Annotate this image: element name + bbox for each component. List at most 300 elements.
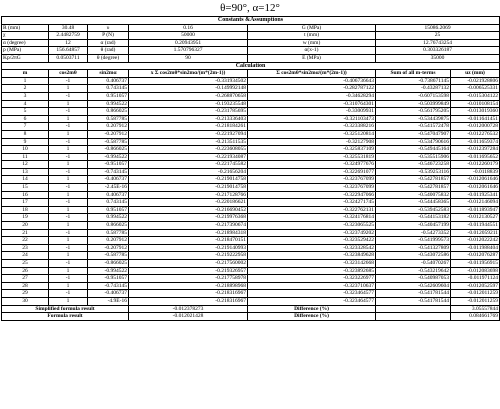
calculation-cell[interactable]: -0.323464577 bbox=[248, 290, 376, 298]
calculation-cell[interactable]: -0.011893947 bbox=[451, 206, 500, 214]
calculation-cell[interactable]: -0.542781857 bbox=[376, 184, 451, 192]
calculation-cell[interactable]: -0.221934087 bbox=[129, 153, 248, 161]
calculation-cell[interactable]: 23 bbox=[2, 244, 49, 252]
calculation-cell[interactable]: -0.546723258 bbox=[376, 161, 451, 169]
calculation-cell[interactable]: -0.322947066 bbox=[248, 191, 376, 199]
calculation-row bbox=[2, 123, 500, 131]
calculation-cell[interactable]: -0.543219642 bbox=[376, 267, 451, 275]
calculation-cell[interactable]: -0.951057 bbox=[88, 275, 129, 283]
constants-row bbox=[2, 54, 500, 62]
calculation-row bbox=[2, 115, 500, 123]
calculation-cell[interactable]: -0.213336403 bbox=[129, 115, 248, 123]
column-header[interactable]: x Σ cos2mθ*sin2mα/(m*(2m-1)) bbox=[129, 70, 248, 78]
calculation-row bbox=[2, 237, 500, 245]
calculation-cell[interactable]: -4.9E-16 bbox=[88, 297, 129, 305]
constants-row bbox=[2, 24, 500, 32]
calculation-cell[interactable]: -0.221927094 bbox=[129, 130, 248, 138]
calculation-cell[interactable]: 0.406737 bbox=[88, 191, 129, 199]
calculation-cell[interactable]: -0.323388216 bbox=[248, 123, 376, 131]
difference-label[interactable]: Difference (%) bbox=[248, 305, 376, 313]
calculation-cell[interactable]: -0.541999573 bbox=[376, 237, 451, 245]
calculation-cell[interactable]: 0.587785 bbox=[88, 115, 129, 123]
calculation-cell[interactable]: -0.012276532 bbox=[451, 130, 500, 138]
calculation-row bbox=[2, 282, 500, 290]
calculation-cell[interactable]: -0.406737 bbox=[88, 176, 129, 184]
calculation-cell[interactable]: 30 bbox=[2, 297, 49, 305]
calculation-cell[interactable]: -0.324176814 bbox=[248, 214, 376, 222]
calculation-row bbox=[2, 168, 500, 176]
calculation-cell[interactable]: -0.011925341 bbox=[451, 191, 500, 199]
column-header[interactable]: Σ cos2mθ*sin2mα/(m*(2m-1)) bbox=[248, 70, 376, 78]
calculation-cell[interactable]: -0.219014758 bbox=[129, 176, 248, 184]
calculation-cell[interactable]: 0.207912 bbox=[88, 237, 129, 245]
calculation-cell[interactable]: -1 bbox=[49, 77, 88, 85]
calculation-cell[interactable]: -0.544153182 bbox=[376, 214, 451, 222]
calculation-cell[interactable]: -0.219976368 bbox=[129, 214, 248, 222]
constants-row bbox=[2, 47, 500, 55]
calculation-cell[interactable]: -0.217758978 bbox=[129, 275, 248, 283]
calculation-cell[interactable]: -0.207912 bbox=[88, 130, 129, 138]
calculation-cell[interactable]: 0.743145 bbox=[88, 199, 129, 207]
constant-label[interactable]: p (MPa) bbox=[2, 47, 49, 55]
calculation-cell[interactable]: 7 bbox=[2, 123, 49, 131]
calculation-row bbox=[2, 290, 500, 298]
calculation-cell[interactable]: -0.321103473 bbox=[248, 115, 376, 123]
calculation-cell[interactable]: 0.951057 bbox=[88, 206, 129, 214]
calculation-cell[interactable]: -0.534790616 bbox=[376, 138, 451, 146]
calculation-cell[interactable]: 27 bbox=[2, 275, 49, 283]
calculation-cell[interactable]: -0.218184261 bbox=[129, 123, 248, 131]
calculation-row bbox=[2, 130, 500, 138]
calculation-row bbox=[2, 184, 500, 192]
calculation-row bbox=[2, 161, 500, 169]
calculation-row bbox=[2, 252, 500, 260]
calculation-cell[interactable]: -0.866025 bbox=[88, 260, 129, 268]
constant-value[interactable]: 1.570796327 bbox=[129, 47, 248, 55]
calculation-cell[interactable]: -0.503999849 bbox=[376, 100, 451, 108]
constants-row bbox=[2, 39, 500, 47]
calculation-cell[interactable]: 0.207912 bbox=[88, 123, 129, 131]
calculation-cell[interactable]: -0.323749202 bbox=[248, 229, 376, 237]
calculation-cell[interactable]: -0.325531819 bbox=[248, 153, 376, 161]
calculation-cell[interactable]: -1 bbox=[49, 260, 88, 268]
calculation-cell[interactable]: -0.207912 bbox=[88, 244, 129, 252]
calculation-row bbox=[2, 275, 500, 283]
constant-value[interactable]: 15086.2069 bbox=[376, 24, 500, 32]
calculation-cell[interactable]: -1 bbox=[49, 229, 88, 237]
calculation-cell[interactable]: 22 bbox=[2, 237, 49, 245]
calculation-cell[interactable]: -0.951057 bbox=[88, 161, 129, 169]
calculation-row bbox=[2, 297, 500, 305]
calculation-cell[interactable]: 6 bbox=[2, 115, 49, 123]
calculation-cell[interactable]: -0.866025 bbox=[88, 146, 129, 154]
calculation-row bbox=[2, 77, 500, 85]
constant-label[interactable]: t (mm) bbox=[248, 32, 376, 40]
calculation-cell[interactable]: 17 bbox=[2, 199, 49, 207]
calculation-cell[interactable]: -0.33009931 bbox=[248, 108, 376, 116]
difference-label[interactable]: Difference (%) bbox=[248, 313, 376, 321]
calculation-cell[interactable]: -0.21656204 bbox=[129, 168, 248, 176]
constant-label[interactable]: α (rad) bbox=[88, 39, 129, 47]
calculation-cell[interactable]: -0.011641451 bbox=[451, 115, 500, 123]
calculation-cell[interactable]: -0.323892685 bbox=[248, 267, 376, 275]
result-row bbox=[2, 313, 500, 321]
calculation-cell[interactable]: 0.994522 bbox=[88, 214, 129, 222]
calculation-row bbox=[2, 229, 500, 237]
empty-cell[interactable] bbox=[376, 305, 451, 313]
calculation-cell[interactable]: 1 bbox=[49, 115, 88, 123]
calculation-heading[interactable]: Calculation bbox=[2, 62, 500, 70]
calculation-cell[interactable]: -0.738671145 bbox=[376, 77, 451, 85]
calculation-cell[interactable]: -0.994522 bbox=[88, 153, 129, 161]
calculation-cell[interactable]: -1 bbox=[49, 168, 88, 176]
constants-heading[interactable]: Constants &Assumptions bbox=[2, 17, 500, 25]
calculation-cell[interactable]: -0.011944551 bbox=[451, 222, 500, 230]
constant-label[interactable]: θ (degree) bbox=[88, 54, 129, 62]
constant-label[interactable]: θ (rad) bbox=[88, 47, 129, 55]
constant-value[interactable]: 0.16 bbox=[129, 24, 248, 32]
calculation-cell[interactable]: -1 bbox=[49, 199, 88, 207]
constant-value[interactable]: 90 bbox=[129, 54, 248, 62]
calculation-cell[interactable]: -1 bbox=[49, 153, 88, 161]
calculation-cell[interactable]: -0.011971124 bbox=[451, 275, 500, 283]
calculation-cell[interactable]: 1 bbox=[49, 85, 88, 93]
calculation-cell[interactable]: 16 bbox=[2, 191, 49, 199]
calculation-cell[interactable]: -1 bbox=[49, 290, 88, 298]
calculation-row bbox=[2, 260, 500, 268]
constant-label[interactable]: E (MPa) bbox=[248, 54, 376, 62]
calculation-cell[interactable]: -0.323767099 bbox=[248, 176, 376, 184]
calculation-cell[interactable]: -0.012146094 bbox=[451, 199, 500, 207]
constant-value[interactable]: 12.76743254 bbox=[376, 39, 500, 47]
calculation-cell[interactable]: -0.218316967 bbox=[129, 290, 248, 298]
calculation-row bbox=[2, 92, 500, 100]
calculation-cell[interactable]: -0.220186621 bbox=[129, 199, 248, 207]
calculation-cell[interactable]: -0.216690452 bbox=[129, 206, 248, 214]
calculation-cell[interactable]: -0.0118839 bbox=[451, 168, 500, 176]
calculation-cell[interactable]: -0.43287132 bbox=[376, 85, 451, 93]
calculation-cell[interactable]: -0.011659374 bbox=[451, 138, 500, 146]
calculation-cell[interactable]: -1 bbox=[49, 123, 88, 131]
calculation-cell[interactable]: -0.219222958 bbox=[129, 252, 248, 260]
calculation-cell[interactable]: -0.219140993 bbox=[129, 244, 248, 252]
calculation-row bbox=[2, 176, 500, 184]
calculation-cell[interactable]: 1 bbox=[49, 130, 88, 138]
calculation-cell[interactable]: -0.231785695 bbox=[129, 108, 248, 116]
calculation-cell[interactable]: -0.540075832 bbox=[376, 191, 451, 199]
calculation-cell[interactable]: -0.406736643 bbox=[248, 77, 376, 85]
calculation-cell[interactable]: -0.539253116 bbox=[376, 168, 451, 176]
calculation-cell[interactable]: -0.743145 bbox=[88, 168, 129, 176]
calculation-header-row bbox=[2, 70, 500, 78]
calculation-cell[interactable]: -0.540457199 bbox=[376, 222, 451, 230]
calculation-cell[interactable]: -0.012011259 bbox=[451, 290, 500, 298]
calculation-cell[interactable]: -0.34628294 bbox=[248, 92, 376, 100]
calculation-cell[interactable]: 1 bbox=[49, 282, 88, 290]
constant-value[interactable]: 0.303326187 bbox=[376, 47, 500, 55]
calculation-cell[interactable]: 1 bbox=[49, 100, 88, 108]
calculation-cell[interactable]: 10 bbox=[2, 146, 49, 154]
calculation-cell[interactable]: -0.012059211 bbox=[451, 229, 500, 237]
calculation-cell[interactable]: -0.021928806 bbox=[451, 77, 500, 85]
calculation-cell[interactable]: -0.549445164 bbox=[376, 146, 451, 154]
calculation-cell[interactable]: -0.217128766 bbox=[129, 191, 248, 199]
result-label[interactable]: Formula result bbox=[2, 313, 129, 321]
constant-value[interactable]: 30.48 bbox=[49, 24, 88, 32]
calculation-cell[interactable]: -0.541781544 bbox=[376, 297, 451, 305]
calculation-cell[interactable]: -0.282787122 bbox=[248, 85, 376, 93]
constant-value[interactable]: 2.4482759 bbox=[49, 32, 88, 40]
calculation-cell[interactable]: -0.012076287 bbox=[451, 252, 500, 260]
calculation-cell[interactable]: -0.268870658 bbox=[129, 92, 248, 100]
constant-label[interactable]: α(x-1) bbox=[248, 47, 376, 55]
calculation-cell[interactable]: 3 bbox=[2, 92, 49, 100]
calculation-cell[interactable]: -0.543072586 bbox=[376, 252, 451, 260]
column-header[interactable]: Sum of all m-terms bbox=[376, 70, 451, 78]
calculation-cell[interactable]: -0.54070267 bbox=[376, 260, 451, 268]
calculation-cell[interactable]: -0.218898968 bbox=[129, 282, 248, 290]
calculation-cell[interactable]: -0.541327809 bbox=[376, 244, 451, 252]
calculation-cell[interactable]: 26 bbox=[2, 267, 49, 275]
calculation-cell[interactable]: -0.011695652 bbox=[451, 153, 500, 161]
calculation-cell[interactable]: -1 bbox=[49, 138, 88, 146]
calculation-cell[interactable]: -0.219014758 bbox=[129, 184, 248, 192]
calculation-cell[interactable]: 0.587785 bbox=[88, 229, 129, 237]
calculation-cell[interactable]: -0.193235548 bbox=[129, 100, 248, 108]
calculation-cell[interactable]: 0.994522 bbox=[88, 100, 129, 108]
calculation-cell[interactable]: 13 bbox=[2, 168, 49, 176]
calculation-cell[interactable]: -0.535515906 bbox=[376, 153, 451, 161]
calculation-cell[interactable]: 0.866025 bbox=[88, 108, 129, 116]
calculation-cell[interactable]: -0.013019360 bbox=[451, 108, 500, 116]
column-header[interactable]: cos2mθ bbox=[49, 70, 88, 78]
calculation-cell[interactable]: 12 bbox=[2, 161, 49, 169]
calculation-cell[interactable]: 1 bbox=[49, 267, 88, 275]
calculation-cell[interactable]: -0.561795205 bbox=[376, 108, 451, 116]
calculation-cell[interactable]: -0.541781544 bbox=[376, 290, 451, 298]
constants-row bbox=[2, 32, 500, 40]
column-header[interactable]: uz (mm) bbox=[451, 70, 500, 78]
constant-value[interactable]: 0.20943951 bbox=[129, 39, 248, 47]
constant-label[interactable]: w (mm) bbox=[248, 39, 376, 47]
constant-value[interactable]: 0.0503711 bbox=[49, 54, 88, 62]
constant-value[interactable]: 50000 bbox=[129, 32, 248, 40]
calculation-cell[interactable]: -0.32127908 bbox=[248, 138, 376, 146]
calculation-cell[interactable]: 1 bbox=[49, 161, 88, 169]
calculation-row bbox=[2, 153, 500, 161]
calculation-cell[interactable]: 5 bbox=[2, 108, 49, 116]
calculation-cell[interactable]: -0.541572478 bbox=[376, 123, 451, 131]
calculation-cell[interactable]: -0.012000728 bbox=[451, 123, 500, 131]
calculation-cell[interactable]: -0.322691077 bbox=[248, 168, 376, 176]
calculation-cell[interactable]: 11 bbox=[2, 153, 49, 161]
constant-value[interactable]: 35000 bbox=[376, 54, 500, 62]
difference-value[interactable]: 0.084661769 bbox=[451, 313, 500, 321]
calculation-row bbox=[2, 191, 500, 199]
calculation-cell[interactable]: -0.218470151 bbox=[129, 237, 248, 245]
calculation-cell[interactable]: -0.010108154 bbox=[451, 100, 500, 108]
result-value[interactable]: -0.012021428 bbox=[129, 313, 248, 321]
calculation-cell[interactable]: -0.324977676 bbox=[248, 161, 376, 169]
calculation-cell[interactable]: 25 bbox=[2, 260, 49, 268]
calculation-cell[interactable]: -0.213511535 bbox=[129, 138, 248, 146]
calculation-cell[interactable]: 1 bbox=[49, 252, 88, 260]
calculation-cell[interactable]: 1 bbox=[49, 206, 88, 214]
calculation-cell[interactable]: 29 bbox=[2, 290, 49, 298]
calculation-cell[interactable]: 1 bbox=[2, 77, 49, 85]
calculation-row bbox=[2, 100, 500, 108]
calculation-cell[interactable]: -0.323529422 bbox=[248, 237, 376, 245]
calculation-cell[interactable]: -1 bbox=[49, 214, 88, 222]
difference-value[interactable]: 3.05557844 bbox=[451, 305, 500, 313]
calculation-cell[interactable]: 0.951057 bbox=[88, 92, 129, 100]
calculation-cell[interactable]: -0.219326957 bbox=[129, 267, 248, 275]
calculation-cell[interactable]: -0.540987053 bbox=[376, 275, 451, 283]
calculation-cell[interactable]: -0.547047907 bbox=[376, 130, 451, 138]
calculation-cell[interactable]: -0.218316967 bbox=[129, 297, 248, 305]
calculation-cell[interactable]: -0.323065525 bbox=[248, 222, 376, 230]
result-value[interactable]: -0.012378273 bbox=[129, 305, 248, 313]
calculation-cell[interactable]: 1 bbox=[49, 237, 88, 245]
calculation-cell[interactable]: -2.45E-16 bbox=[88, 184, 129, 192]
calculation-cell[interactable]: 0.866025 bbox=[88, 222, 129, 230]
calculation-cell[interactable]: -0.542609604 bbox=[376, 282, 451, 290]
constant-label[interactable]: P (N) bbox=[88, 32, 129, 40]
calculation-cell[interactable]: -0.539452583 bbox=[376, 206, 451, 214]
constant-label[interactable]: χ bbox=[2, 32, 49, 40]
calculation-cell[interactable]: -0.607153598 bbox=[376, 92, 451, 100]
calculation-cell[interactable]: -0.012011259 bbox=[451, 297, 500, 305]
constant-value[interactable]: 25 bbox=[376, 32, 500, 40]
calculation-cell[interactable]: -0.012260179 bbox=[451, 161, 500, 169]
calculation-cell[interactable]: -0.534439875 bbox=[376, 115, 451, 123]
calculation-row bbox=[2, 146, 500, 154]
calculation-cell[interactable]: -1 bbox=[49, 184, 88, 192]
calculation-cell[interactable]: -0.323710637 bbox=[248, 282, 376, 290]
calculation-cell[interactable]: -0.331934502 bbox=[129, 77, 248, 85]
sheet-title: θ=90°, α=12° bbox=[220, 2, 280, 14]
calculation-cell[interactable]: -0.012022242 bbox=[451, 237, 500, 245]
calculation-cell[interactable]: -0.323464577 bbox=[248, 297, 376, 305]
constant-value[interactable]: 156.64857 bbox=[49, 47, 88, 55]
calculation-cell[interactable]: -1 bbox=[49, 244, 88, 252]
calculation-cell[interactable]: 21 bbox=[2, 229, 49, 237]
calculation-row bbox=[2, 267, 500, 275]
calculation-cell[interactable]: -0.218984318 bbox=[129, 229, 248, 237]
calculation-cell[interactable]: -0.994522 bbox=[88, 267, 129, 275]
calculation-cell[interactable]: -1 bbox=[49, 92, 88, 100]
constant-label[interactable]: υ bbox=[88, 24, 129, 32]
constant-label[interactable]: α (degree) bbox=[2, 39, 49, 47]
calculation-cell[interactable]: 28 bbox=[2, 282, 49, 290]
calculation-row bbox=[2, 214, 500, 222]
calculation-cell[interactable]: -0.012061646 bbox=[451, 184, 500, 192]
calculation-cell[interactable]: 4 bbox=[2, 100, 49, 108]
calculation-cell[interactable]: -0.221745582 bbox=[129, 161, 248, 169]
column-header[interactable]: m bbox=[2, 70, 49, 78]
calculation-cell[interactable]: 8 bbox=[2, 130, 49, 138]
calculation-row bbox=[2, 85, 500, 93]
calculation-row bbox=[2, 222, 500, 230]
calculation-cell[interactable]: -0.323767099 bbox=[248, 184, 376, 192]
calculation-row bbox=[2, 108, 500, 116]
calculation-cell[interactable]: -0.587785 bbox=[88, 252, 129, 260]
constant-value[interactable]: 12 bbox=[49, 39, 88, 47]
calculation-cell[interactable]: 0.406737 bbox=[88, 77, 129, 85]
calculation-cell[interactable]: -0.310764301 bbox=[248, 100, 376, 108]
calculation-row bbox=[2, 199, 500, 207]
calculation-cell[interactable]: -0.011956915 bbox=[451, 260, 500, 268]
calculation-cell[interactable]: -0.015304122 bbox=[451, 92, 500, 100]
calculation-cell[interactable]: 1 bbox=[49, 146, 88, 154]
calculation-cell[interactable]: -0.006525331 bbox=[451, 85, 500, 93]
calculation-cell[interactable]: -0.012083698 bbox=[451, 267, 500, 275]
result-label[interactable]: Simplified formula result bbox=[2, 305, 129, 313]
calculation-cell[interactable]: -0.544458365 bbox=[376, 199, 451, 207]
calculation-cell[interactable]: -1 bbox=[49, 275, 88, 283]
calculation-cell[interactable]: 20 bbox=[2, 222, 49, 230]
calculation-row bbox=[2, 138, 500, 146]
calculation-cell[interactable]: 18 bbox=[2, 206, 49, 214]
calculation-cell[interactable]: -0.322762131 bbox=[248, 206, 376, 214]
spreadsheet-grid bbox=[1, 16, 500, 321]
calculation-cell[interactable]: 0.743145 bbox=[88, 85, 129, 93]
calculation-cell[interactable]: 1 bbox=[49, 176, 88, 184]
calculation-cell[interactable]: 24 bbox=[2, 252, 49, 260]
calculation-cell[interactable]: -0.323226977 bbox=[248, 275, 376, 283]
calculation-cell[interactable]: -0.217560002 bbox=[129, 260, 248, 268]
calculation-cell[interactable]: 1 bbox=[49, 191, 88, 199]
calculation-cell[interactable]: -0.223608055 bbox=[129, 146, 248, 154]
calculation-cell[interactable]: -0.149992148 bbox=[129, 85, 248, 93]
calculation-cell[interactable]: 1 bbox=[49, 222, 88, 230]
calculation-cell[interactable]: -0.323849628 bbox=[248, 252, 376, 260]
constants-section-row bbox=[2, 17, 500, 25]
calculation-cell[interactable]: -0.217390674 bbox=[129, 222, 248, 230]
calculation-cell[interactable]: -0.325837109 bbox=[248, 146, 376, 154]
calculation-cell[interactable]: -0.542781857 bbox=[376, 176, 451, 184]
calculation-section-row bbox=[2, 62, 500, 70]
calculation-cell[interactable]: 2 bbox=[2, 85, 49, 93]
calculation-cell[interactable]: -0.323142668 bbox=[248, 260, 376, 268]
calculation-cell[interactable]: -0.406737 bbox=[88, 290, 129, 298]
calculation-cell[interactable]: -0.012397284 bbox=[451, 146, 500, 154]
calculation-cell[interactable]: 19 bbox=[2, 214, 49, 222]
calculation-cell[interactable]: -0.587785 bbox=[88, 138, 129, 146]
calculation-cell[interactable]: -0.012061646 bbox=[451, 176, 500, 184]
empty-cell[interactable] bbox=[376, 313, 451, 321]
calculation-row bbox=[2, 244, 500, 252]
calculation-cell[interactable]: 15 bbox=[2, 184, 49, 192]
calculation-cell[interactable]: -0.323328542 bbox=[248, 244, 376, 252]
calculation-cell[interactable]: -0.325120814 bbox=[248, 130, 376, 138]
result-row bbox=[2, 305, 500, 313]
calculation-cell[interactable]: 9 bbox=[2, 138, 49, 146]
constant-label[interactable]: G (MPa) bbox=[248, 24, 376, 32]
calculation-cell[interactable]: -1 bbox=[49, 108, 88, 116]
calculation-cell[interactable]: -0.743145 bbox=[88, 282, 129, 290]
calculation-cell[interactable]: -0.324271745 bbox=[248, 199, 376, 207]
column-header[interactable]: sin2mα bbox=[88, 70, 129, 78]
calculation-cell[interactable]: -0.011988404 bbox=[451, 244, 500, 252]
calculation-cell[interactable]: 14 bbox=[2, 176, 49, 184]
calculation-cell[interactable]: -0.012052597 bbox=[451, 282, 500, 290]
calculation-cell[interactable]: 1 bbox=[49, 297, 88, 305]
calculation-cell[interactable]: -0.54273352 bbox=[376, 229, 451, 237]
constant-label[interactable]: Kp/2πG bbox=[2, 54, 49, 62]
calculation-cell[interactable]: -0.012130527 bbox=[451, 214, 500, 222]
constant-label[interactable]: R (mm) bbox=[2, 24, 49, 32]
